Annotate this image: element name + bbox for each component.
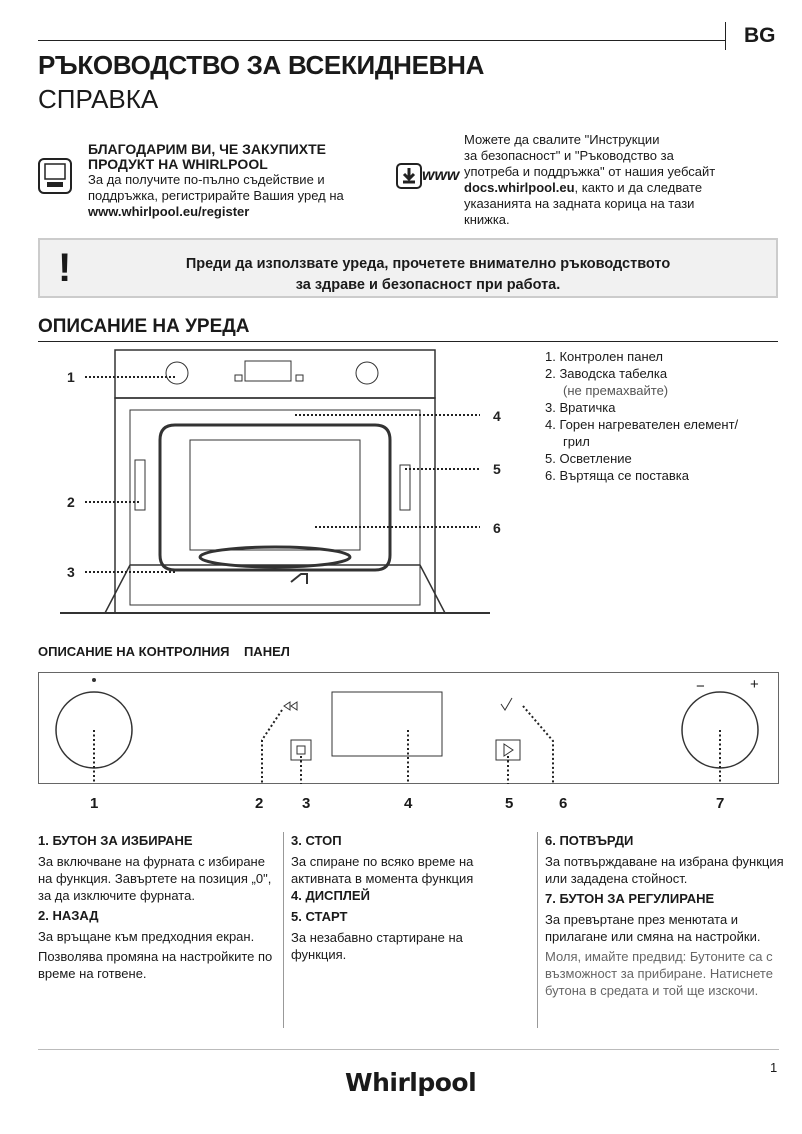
heading-rule	[38, 341, 778, 342]
panel-number-6: 6	[559, 795, 568, 812]
description-column-1: 1. БУТОН ЗА ИЗБИРАНЕ За включване на фурната с избиране на функция. Завъртете на позиция „0", за да изключите фурната. 2. НАЗАД За връщане към предходния екран. Позволява промяна на настройките по време на готвене.	[38, 833, 273, 981]
panel-number-5: 5	[505, 795, 514, 812]
language-code: BG	[744, 24, 776, 47]
back-icon	[284, 702, 297, 710]
display-screen	[332, 692, 442, 756]
callout-4: 4	[493, 408, 501, 424]
appliance-heading: ОПИСАНИЕ НА УРЕДА	[38, 316, 250, 337]
column-divider	[283, 832, 284, 1028]
whirlpool-logo: Whirlpool	[345, 1068, 477, 1097]
footer-rule	[38, 1049, 779, 1050]
oven-diagram	[55, 345, 515, 617]
page-title: РЪКОВОДСТВО ЗА ВСЕКИДНЕВНА	[38, 50, 485, 80]
exclamation-icon: !	[58, 246, 72, 290]
header-rule	[38, 40, 726, 41]
page-subtitle: СПРАВКА	[38, 84, 159, 114]
appliance-legend: 1. Контролен панел 2. Заводска табелка (не премахвайте) 3. Вратичка 4. Горен нагревателен елемент/ грил 5. Осветление 6. Въртяща се поставка	[545, 349, 739, 483]
confirm-check-icon	[501, 698, 512, 710]
callout-6: 6	[493, 520, 501, 536]
panel-number-3: 3	[302, 795, 311, 812]
register-link[interactable]: www.whirlpool.eu/register	[88, 204, 250, 219]
control-panel-drawing	[38, 672, 779, 784]
header-tick	[725, 22, 726, 50]
page-number: 1	[770, 1060, 778, 1075]
description-column-2: 3. СТОП За спиране по всяко време на активната в момента функция 4. ДИСПЛЕЙ 5. СТАРТ За незабавно стартиране на функция.	[291, 833, 474, 962]
column-divider	[537, 832, 538, 1028]
control-panel-heading: ОПИСАНИЕ НА КОНТРОЛНИЯ ПАНЕЛ	[38, 644, 290, 659]
callout-5: 5	[493, 461, 501, 477]
callout-3: 3	[67, 564, 75, 580]
docs-link[interactable]: docs.whirlpool.eu	[464, 180, 575, 195]
callout-1: 1	[67, 369, 75, 385]
safety-warning-box: ! Преди да използвате уреда, прочетете внимателно ръководството за здраве и безопасност при работа.	[38, 238, 778, 298]
panel-number-4: 4	[404, 795, 413, 812]
download-www-icon: www	[396, 163, 459, 189]
panel-number-2: 2	[255, 795, 264, 812]
plus-label: +	[750, 676, 759, 693]
note-text: Моля, имайте предвид: Бутоните са с възможност за прибиране. Натиснете бутона в средата и той ще изскочи.	[545, 949, 773, 998]
description-column-3: 6. ПОТВЪРДИ За потвърждаване на избрана функция или зададена стойност. 7. БУТОН ЗА РЕГУЛИРАНЕ За превъртане през менютата и прилагане или смяна на настройки. Моля, имайте предвид: Бутоните са с възможност за прибиране. Натиснете бутона в средата и той ще изскочи.	[545, 833, 784, 998]
computer-icon	[38, 158, 72, 194]
callout-2: 2	[67, 494, 75, 510]
docs-info: Можете да свалите "Инструкции за безопасност" и "Ръководство за употреба и поддръжка" от нашия уебсайт docs.whirlpool.eu, както и да следвате указанията на задната корица на тази книжка.	[464, 132, 716, 227]
register-info: БЛАГОДАРИМ ВИ, ЧЕ ЗАКУПИХТЕ ПРОДУКТ НА WHIRLPOOL За да получите по-пълно съдействие и поддръжка, регистрирайте Вашия уред на www.whirlpool.eu/register	[88, 142, 388, 220]
minus-label: −	[696, 678, 705, 695]
panel-number-7: 7	[716, 795, 725, 812]
panel-number-1: 1	[90, 795, 99, 812]
